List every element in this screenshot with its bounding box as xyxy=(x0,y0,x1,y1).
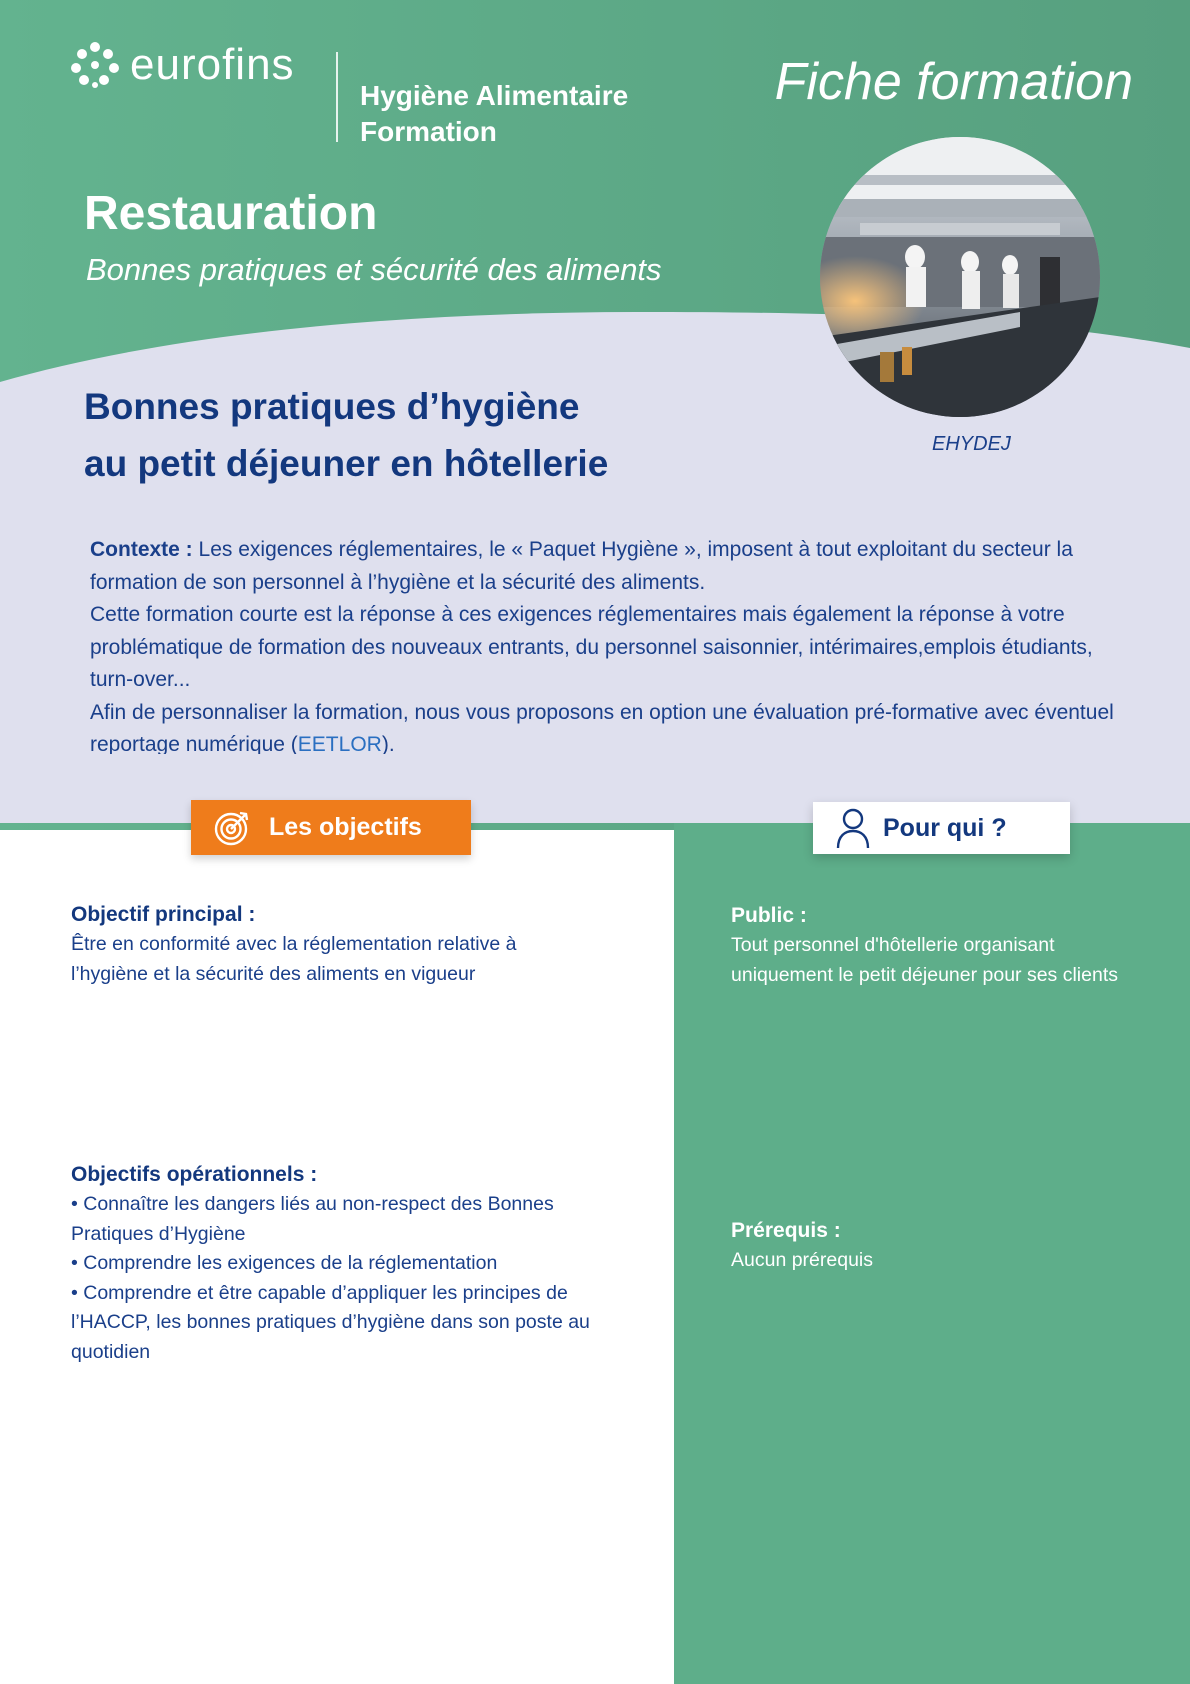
operational-objectives-heading: Objectifs opérationnels : xyxy=(71,1163,318,1186)
list-item: • Connaître les dangers liés au non-respect des Bonnes Pratiques d’Hygiène xyxy=(71,1193,554,1245)
public-heading: Public : xyxy=(731,904,807,927)
context-text-3-end: ). xyxy=(381,733,395,754)
target-icon xyxy=(213,809,251,847)
prerequisites-text: Aucun prérequis xyxy=(731,1249,874,1271)
audience-label: Pour qui ? xyxy=(883,813,1007,842)
course-title-line-2: au petit déjeuner en hôtellerie xyxy=(84,443,609,484)
context-paragraph-2: Cette formation courte est la réponse à ces exigences réglementaires mais également la réponse à votre problématique de formation des nouveaux entrants, du personnel saisonnier, intérimaires,emplois étudiants, turn-over... xyxy=(90,603,1093,691)
header-divider xyxy=(336,52,338,142)
document-type: Fiche formation xyxy=(774,53,1133,111)
list-item: • Comprendre et être capable d’appliquer les principes de l’HACCP, les bonnes pratiques d’hygiène dans son poste au quotidien xyxy=(71,1281,590,1363)
context-section xyxy=(90,534,1120,754)
brand-line-2: Formation xyxy=(360,116,497,147)
person-icon xyxy=(835,807,871,849)
objectives-badge xyxy=(191,800,471,855)
public-text: Tout personnel d'hôtellerie organisant uniquement le petit déjeuner pour ses clients xyxy=(731,934,1118,986)
context-paragraph-3 xyxy=(90,697,1120,755)
main-objective-heading: Objectif principal : xyxy=(71,903,256,926)
main-objective-text: Être en conformité avec la réglementation relative à l’hygiène et la sécurité des aliments en vigueur xyxy=(71,933,517,985)
audience-badge xyxy=(813,802,1070,854)
operational-objectives-list xyxy=(71,1190,631,1367)
list-item: • Comprendre les exigences de la réglementation xyxy=(71,1252,498,1274)
brand-line-1: Hygiène Alimentaire xyxy=(360,80,629,111)
logo-text: eurofins xyxy=(130,40,295,89)
objectives-label: Les objectifs xyxy=(269,813,422,841)
context-text-1: Les exigences réglementaires, le « Paquet Hygiène », imposent à tout exploitant du secteur la formation de son personnel à l’hygiène et la sécurité des aliments. xyxy=(90,538,1073,594)
eurofins-dots-icon xyxy=(70,41,120,89)
public-block xyxy=(731,901,1131,990)
prerequisites-heading: Prérequis : xyxy=(731,1219,841,1242)
course-code: EHYDEJ xyxy=(932,433,1011,455)
operational-objectives xyxy=(71,1160,631,1367)
kitchen-photo xyxy=(820,137,1100,417)
context-paragraph-1 xyxy=(90,534,1120,599)
main-objective xyxy=(71,900,591,989)
section-title: Restauration xyxy=(84,187,378,240)
course-title-line-1: Bonnes pratiques d’hygiène xyxy=(84,386,580,427)
section-subtitle: Bonnes pratiques et sécurité des aliments xyxy=(86,252,662,287)
prerequisites-block xyxy=(731,1216,1131,1276)
eurofins-logo[interactable] xyxy=(70,40,295,90)
context-text-3: Afin de personnaliser la formation, nous vous proposons en option une évaluation pré-formative avec éventuel reportage numérique ( xyxy=(90,700,1114,754)
eetlor-link[interactable]: EETLOR xyxy=(297,733,382,754)
context-label: Contexte : xyxy=(90,538,193,561)
